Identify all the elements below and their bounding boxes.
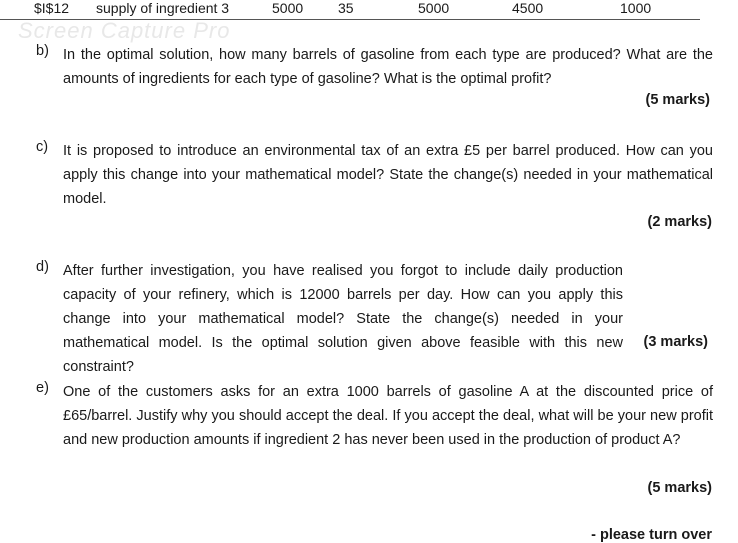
table-row — [0, 0, 700, 20]
question-letter: e) — [36, 380, 49, 396]
turn-over-note: - please turn over — [591, 527, 712, 543]
question-text: It is proposed to introduce an environmental tax of an extra £5 per barrel produced. How can you apply this change into your mathematical model? State the change(s) needed in your mathematical model. — [63, 143, 713, 207]
marks-label: (5 marks) — [647, 480, 712, 496]
cell-value: 1000 — [620, 0, 652, 16]
question-text: One of the customers asks for an extra 1000 barrels of gasoline A at the discounted price of £65/barrel. Justify why you should accept the deal. If you accept the deal, what will be your new profit and new production amounts if ingredient 2 has never been used in the production of product A? — [63, 384, 713, 448]
marks-label: (3 marks) — [643, 334, 708, 350]
cell-label: $I$12 — [34, 0, 70, 16]
marks-label: (5 marks) — [645, 92, 710, 108]
marks-label: (2 marks) — [647, 214, 712, 230]
cell-value: 5000 — [272, 0, 304, 16]
question-text: After further investigation, you have realised you forgot to include daily production capacity of your refinery, which is 12000 barrels per day. How can you apply this change into your mathematical model? State the change(s) needed in your mathematical model. Is the optimal solution given above feasible with this new constraint? — [63, 263, 623, 375]
cell-value: 5000 — [418, 0, 450, 16]
cell-value: 35 — [338, 0, 354, 16]
question-letter: d) — [36, 259, 49, 275]
question-letter: c) — [36, 139, 49, 155]
question-text: In the optimal solution, how many barrels of gasoline from each type are produced? What are the amounts of ingredients for each type of gasoline? What is the optimal profit? — [63, 47, 713, 87]
question-letter: b) — [36, 43, 49, 59]
cell-name: supply of ingredient 3 — [96, 0, 230, 16]
cell-value: 4500 — [512, 0, 544, 16]
watermark: Screen Capture Pro — [18, 18, 231, 43]
